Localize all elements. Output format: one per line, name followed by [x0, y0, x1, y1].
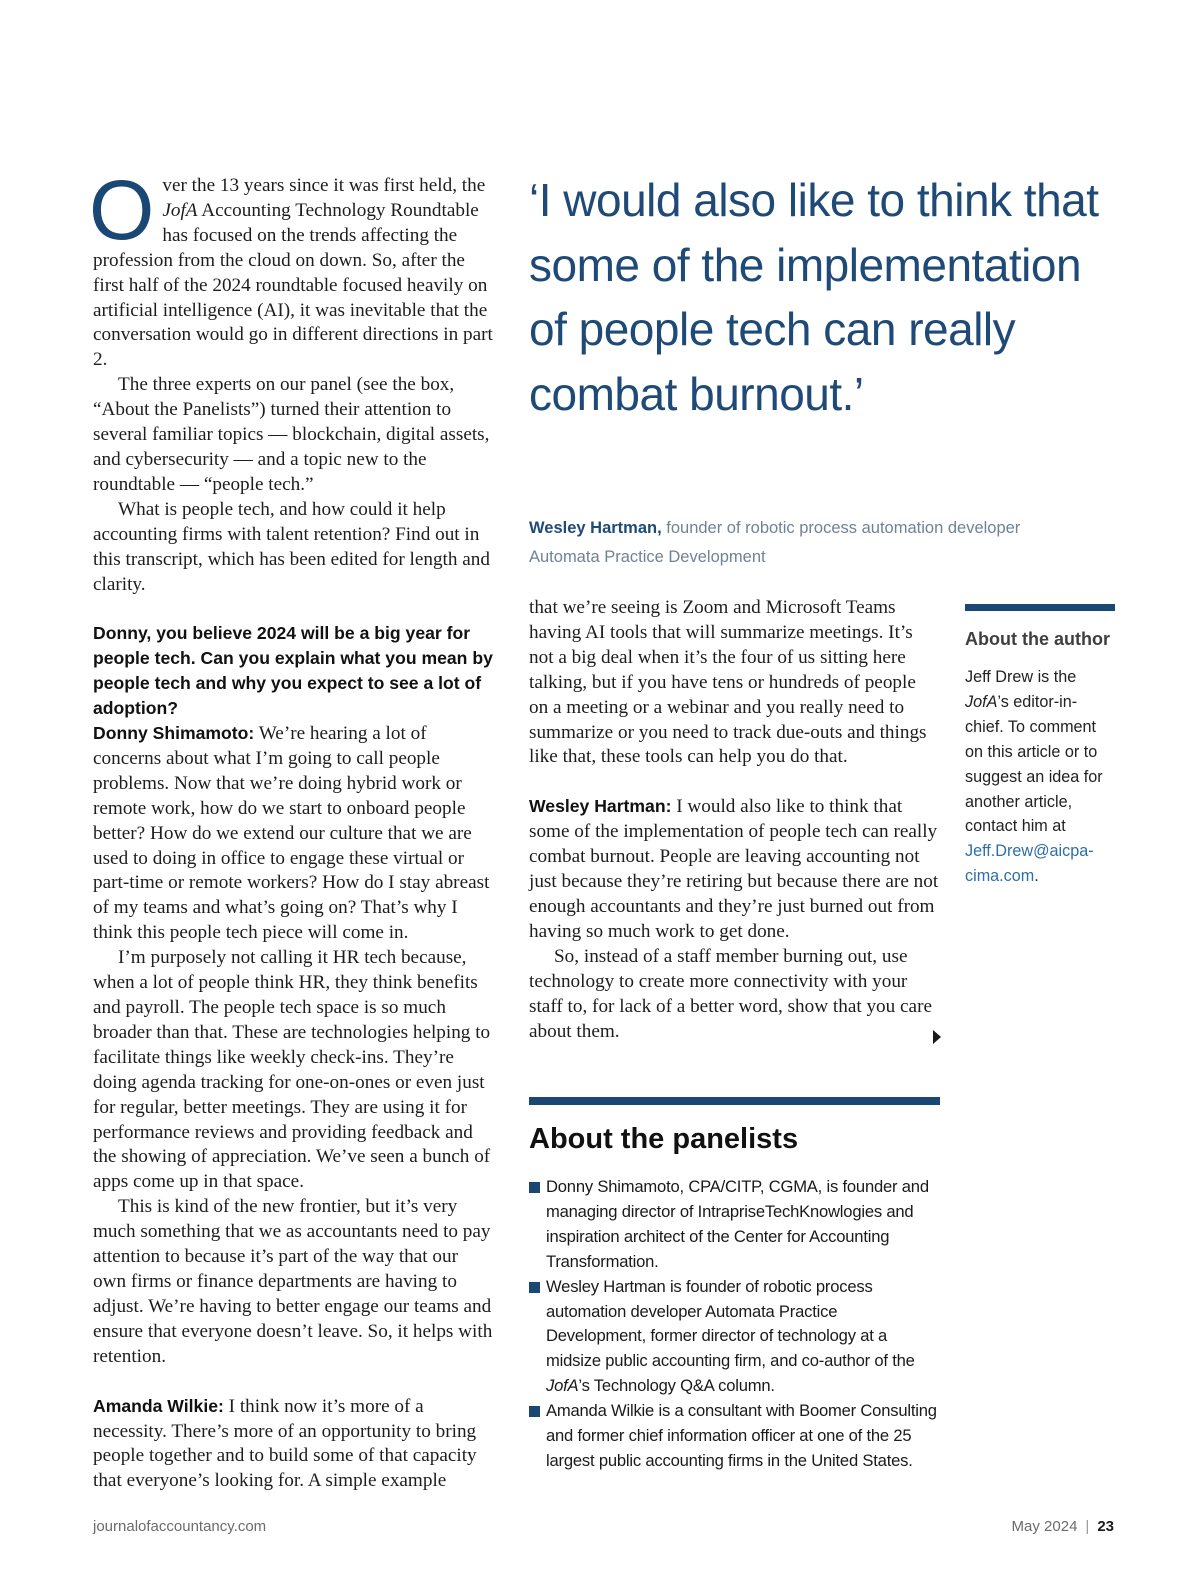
article-left-column: [89, 163, 493, 1494]
footer-page-info: May 2024 | 23: [1011, 1518, 1114, 1535]
answer-paragraph: Wesley Hartman: I would also like to think that some of the implementation of people tech can really combat burnout. People are leaving accounting not just because they’re retiring but because there are not enough accountants and they’re just burned out from having so much work to get done.: [529, 796, 939, 942]
divider: [965, 604, 1115, 611]
intro-paragraph: Over the 13 years since it was first held, the JofA Accounting Technology Roundtable has focused on the trends affecting the profession from the cloud on down. So, after the first half of the 2024 roundtable focused heavily on artificial intelligence (AI), it was inevitable that the conversation would go in different directions in part 2.: [89, 163, 493, 371]
speaker-name: Amanda Wilkie:: [93, 1395, 224, 1416]
attribution-role: founder of robotic process automation developer Automata Practice Development: [529, 519, 1021, 566]
answer-paragraph: This is kind of the new frontier, but it’s very much something that we as accountants need to pay attention to because it’s part of the way that our own firms or finance departments are having to adjust. We’re having to better engage our teams and ensure that everyone doesn’t leave. So, it helps with retention.: [93, 1196, 493, 1367]
answer-paragraph: Amanda Wilkie: I think now it’s more of a necessity. There’s more of an opportunity to bring people together and to build some of that capacity that everyone’s looking for. A simple example: [93, 1395, 477, 1492]
answer-paragraph: Donny Shimamoto: We’re hearing a lot of concerns about what I’m going to call people problems. Now that we’re doing hybrid work or remote work, how do we start to onboard people better? How do we extend our culture that we are used to doing in office to engage these virtual or part-time or remote workers? How do I stay abreast of my teams and what’s going on? That’s why I think this people tech piece will come in.: [93, 723, 490, 944]
speaker-name: Wesley Hartman:: [529, 796, 672, 817]
panelist-item: Wesley Hartman is founder of robotic process automation developer Automata Practice Development, former director of technology at a midsize public accounting firm, and co-author of the JofA’s Technology Q&A column.: [529, 1275, 940, 1400]
issue-date: May 2024: [1011, 1518, 1078, 1535]
panelist-item: Amanda Wilkie is a consultant with Boomer Consulting and former chief information officer at one of the 25 largest public accounting firms in the United States.: [529, 1399, 940, 1474]
attribution-name: Wesley Hartman,: [529, 519, 662, 537]
footer-website: journalofaccountancy.com: [93, 1518, 267, 1535]
divider: [529, 1097, 940, 1105]
about-author-heading: About the author: [965, 629, 1110, 649]
pull-quote-attribution: [529, 514, 1089, 572]
square-bullet-icon: [529, 1282, 540, 1293]
page-number: 23: [1097, 1518, 1114, 1535]
answer-paragraph: So, instead of a staff member burning out, use technology to create more connectivity with your staff to, for lack of a better word, show that you care about them.: [529, 945, 932, 1042]
article-middle-column: [529, 596, 939, 1044]
answer-paragraph: that we’re seeing is Zoom and Microsoft Teams having AI tools that will summarize meetings. It’s not a big deal when it’s the four of us sitting here talking, but if you have tens or hundreds of people on a meeting or a webinar and you really need to summarize or you need to track due-outs and things like that, these tools can help you do that.: [529, 597, 927, 768]
about-panelists-box: [529, 1097, 940, 1474]
body-paragraph: The three experts on our panel (see the box, “About the Panelists”) turned their attention to several familiar topics — blockchain, digital assets, and cybersecurity — and a topic new to the roundtable — “people tech.”: [93, 374, 490, 495]
interview-question: Donny, you believe 2024 will be a big year for people tech. Can you explain what you mean by people tech and why you expect to see a lot of adoption?: [93, 623, 493, 719]
square-bullet-icon: [529, 1182, 540, 1193]
panelists-heading: About the panelists: [529, 1123, 799, 1155]
pull-quote: ‘I would also like to think that some of the implementation of people tech can really combat burnout.’: [529, 174, 1099, 420]
author-email-link[interactable]: Jeff.Drew@aicpa-cima.com: [965, 842, 1094, 886]
drop-cap: O: [89, 163, 155, 257]
answer-paragraph: I’m purposely not calling it HR tech because, when a lot of people think HR, they think benefits and payroll. The people tech space is so much broader than that. These are technologies helping to facilitate things like weekly check-ins. They’re doing agenda tracking for one-on-ones or even just for regular, better meetings. They are using it for performance reviews and providing feedback and the showing of appreciation. We’ve seen a bunch of apps come up in that space.: [93, 947, 491, 1193]
publication-name: JofA: [162, 199, 198, 221]
speaker-name: Donny Shimamoto:: [93, 723, 255, 744]
body-paragraph: What is people tech, and how could it help accounting firms with talent retention? Find out in this transcript, which has been edited for length and clarity.: [93, 498, 490, 595]
square-bullet-icon: [529, 1406, 540, 1417]
panelist-item: Donny Shimamoto, CPA/CITP, CGMA, is founder and managing director of IntrapriseTechKnowlogies and inspiration architect of the Center for Accounting Transformation.: [529, 1175, 940, 1275]
about-author-text: Jeff Drew is the JofA’s editor-in-chief. To comment on this article or to suggest an idea for another article, contact him at Jeff.Drew@aicpa-cima.com.: [965, 668, 1103, 886]
about-author-box: [965, 604, 1115, 889]
continue-arrow-icon: [933, 1030, 941, 1044]
